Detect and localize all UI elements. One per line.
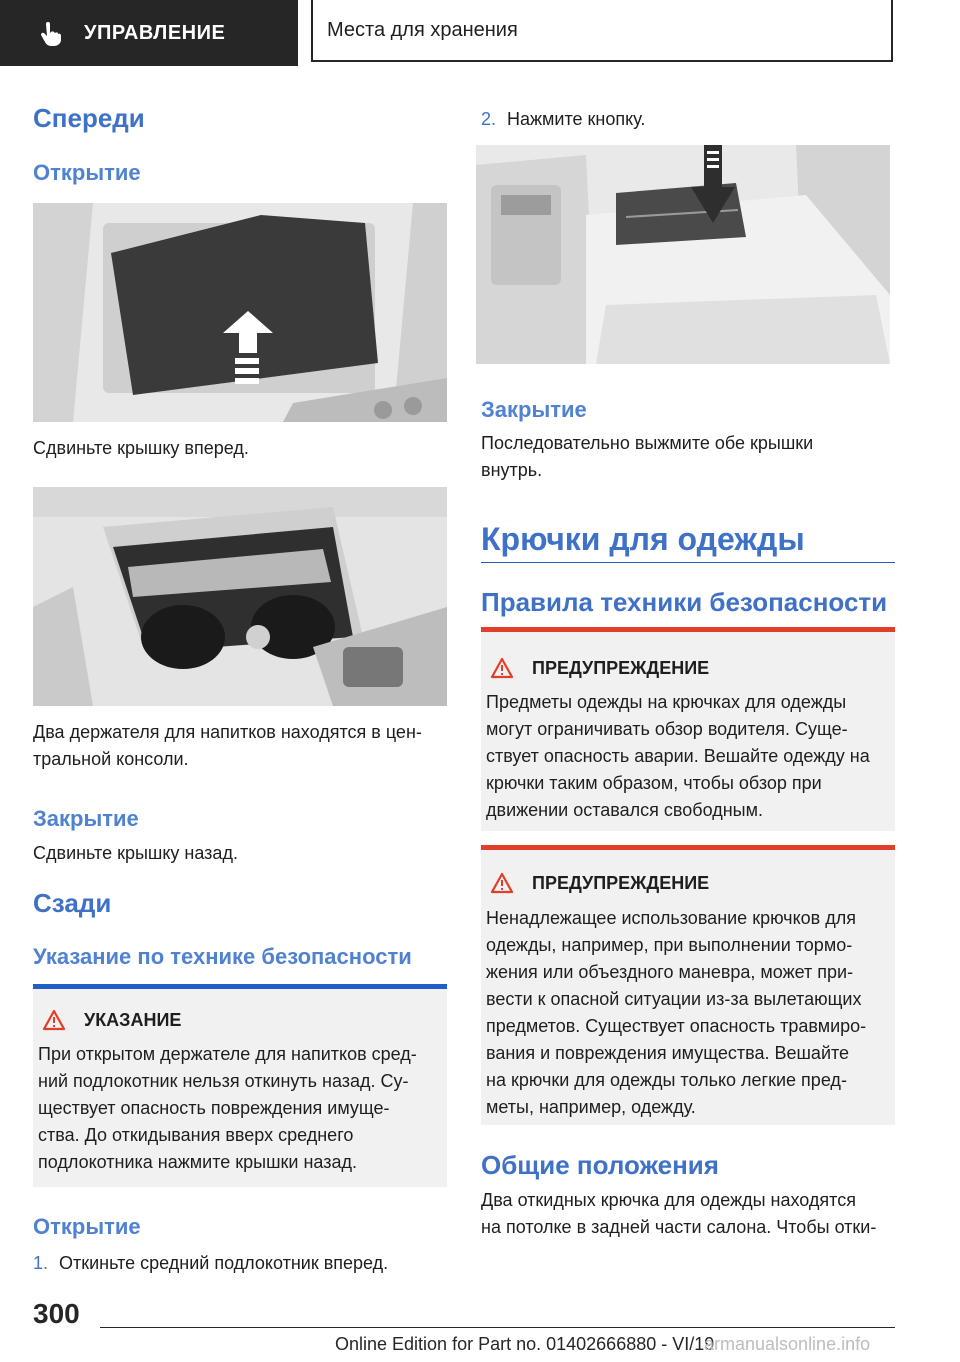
warning1-label: ПРЕДУПРЕЖДЕНИЕ bbox=[532, 657, 710, 678]
closing-text-right bbox=[481, 430, 895, 484]
notice-line: ства. До откидывания вверх среднего bbox=[38, 1125, 354, 1145]
warning-line: ствует опасность аварии. Вешайте одежду на bbox=[486, 746, 870, 766]
closing-line: Последовательно выжмите обе крышки bbox=[481, 433, 814, 453]
warning-line: меты, например, одежду. bbox=[486, 1097, 696, 1117]
warning-line: предметов. Существует опасность травмиро- bbox=[486, 1016, 867, 1036]
warning2-label: ПРЕДУПРЕЖДЕНИЕ bbox=[532, 872, 710, 893]
warning-line: Предметы одежды на крючках для одежды bbox=[486, 692, 847, 712]
notice-box bbox=[33, 989, 447, 1187]
notice-body bbox=[38, 1041, 446, 1176]
notice-line: подлокотника нажмите крышки назад. bbox=[38, 1152, 357, 1172]
edition-text: Online Edition for Part no. 01402666880 - VI/19 bbox=[335, 1334, 715, 1354]
warning1-body bbox=[486, 689, 894, 824]
step-text: Нажмите кнопку. bbox=[507, 109, 646, 129]
rules-title: Правила техники безопасности bbox=[481, 587, 888, 617]
general-text bbox=[481, 1187, 895, 1241]
notice-header bbox=[42, 1009, 181, 1031]
opening-title: Открытие bbox=[33, 160, 141, 185]
notice-line: При открытом держателе для напитков сред- bbox=[38, 1044, 417, 1064]
warning-line: крючки таким образом, чтобы обзор при bbox=[486, 773, 822, 793]
sliding-lid-figure bbox=[33, 203, 447, 422]
closing-line: внутрь. bbox=[481, 460, 543, 480]
warning2-header bbox=[490, 872, 709, 894]
general-title: Общие положения bbox=[481, 1150, 719, 1180]
header-chapter bbox=[311, 0, 893, 62]
step-number: 2. bbox=[481, 109, 497, 129]
notice-line: ний подлокотник нельзя откинуть назад. Су- bbox=[38, 1071, 409, 1091]
warning-triangle-icon bbox=[42, 1009, 66, 1031]
warning-line: одежды, например, при выполнении тормо- bbox=[486, 935, 853, 955]
warning-triangle-icon bbox=[490, 872, 514, 894]
caption-line: Два держателя для напитков находятся в цен- bbox=[33, 722, 422, 742]
closing-title: Закрытие bbox=[33, 806, 139, 831]
step-1 bbox=[33, 1250, 388, 1277]
warning-line: жения или объездного маневра, может при- bbox=[486, 962, 854, 982]
caption-cupholders bbox=[33, 719, 447, 773]
hooks-title: Крючки для одежды bbox=[481, 521, 805, 557]
warning-line: вести к опасной ситуации из-за вылетающих bbox=[486, 989, 862, 1009]
warning2-box bbox=[481, 850, 895, 1125]
warning-triangle-icon bbox=[490, 657, 514, 679]
footer-rule bbox=[100, 1327, 895, 1328]
step-2 bbox=[481, 106, 645, 133]
warning1-box bbox=[481, 632, 895, 831]
section-title: УПРАВЛЕНИЕ bbox=[84, 21, 226, 44]
hooks-rule bbox=[481, 562, 895, 563]
front-title: Спереди bbox=[33, 103, 145, 133]
page-number: 300 bbox=[33, 1298, 80, 1329]
header-section-tab bbox=[0, 0, 298, 66]
step-text: Откиньте средний подлокотник вперед. bbox=[59, 1253, 389, 1273]
general-line: Два откидных крючка для одежды находятся bbox=[481, 1190, 856, 1210]
closing-text: Сдвиньте крышку назад. bbox=[33, 843, 238, 863]
hand-pointer-icon bbox=[38, 20, 64, 46]
warning1-header bbox=[490, 657, 709, 679]
chapter-title: Места для хранения bbox=[327, 18, 518, 41]
general-line: на потолке в задней части салона. Чтобы отки- bbox=[481, 1217, 877, 1237]
notice-label: УКАЗАНИЕ bbox=[84, 1009, 182, 1030]
caption-slide-forward: Сдвиньте крышку вперед. bbox=[33, 438, 249, 458]
step-number: 1. bbox=[33, 1253, 49, 1273]
rear-title: Сзади bbox=[33, 888, 112, 918]
warning-line: движении оставался свободным. bbox=[486, 800, 763, 820]
closing-title-right: Закрытие bbox=[481, 397, 587, 422]
warning-line: Ненадлежащее использование крючков для bbox=[486, 908, 856, 928]
cupholder-figure bbox=[33, 487, 447, 706]
warning-line: могут ограничивать обзор водителя. Суще- bbox=[486, 719, 848, 739]
caption-line: тральной консоли. bbox=[33, 749, 189, 769]
notice-line: ществует опасность повреждения имуще- bbox=[38, 1098, 390, 1118]
warning-line: вания и повреждения имущества. Вешайте bbox=[486, 1043, 850, 1063]
warning2-body bbox=[486, 905, 894, 1121]
watermark-text: armanualsonline.info bbox=[704, 1334, 871, 1354]
warning-line: на крючки для одежды только легкие пред- bbox=[486, 1070, 847, 1090]
safety-title: Указание по технике безопасности bbox=[33, 944, 412, 969]
opening2-title: Открытие bbox=[33, 1214, 141, 1239]
armrest-button-figure bbox=[476, 145, 890, 364]
